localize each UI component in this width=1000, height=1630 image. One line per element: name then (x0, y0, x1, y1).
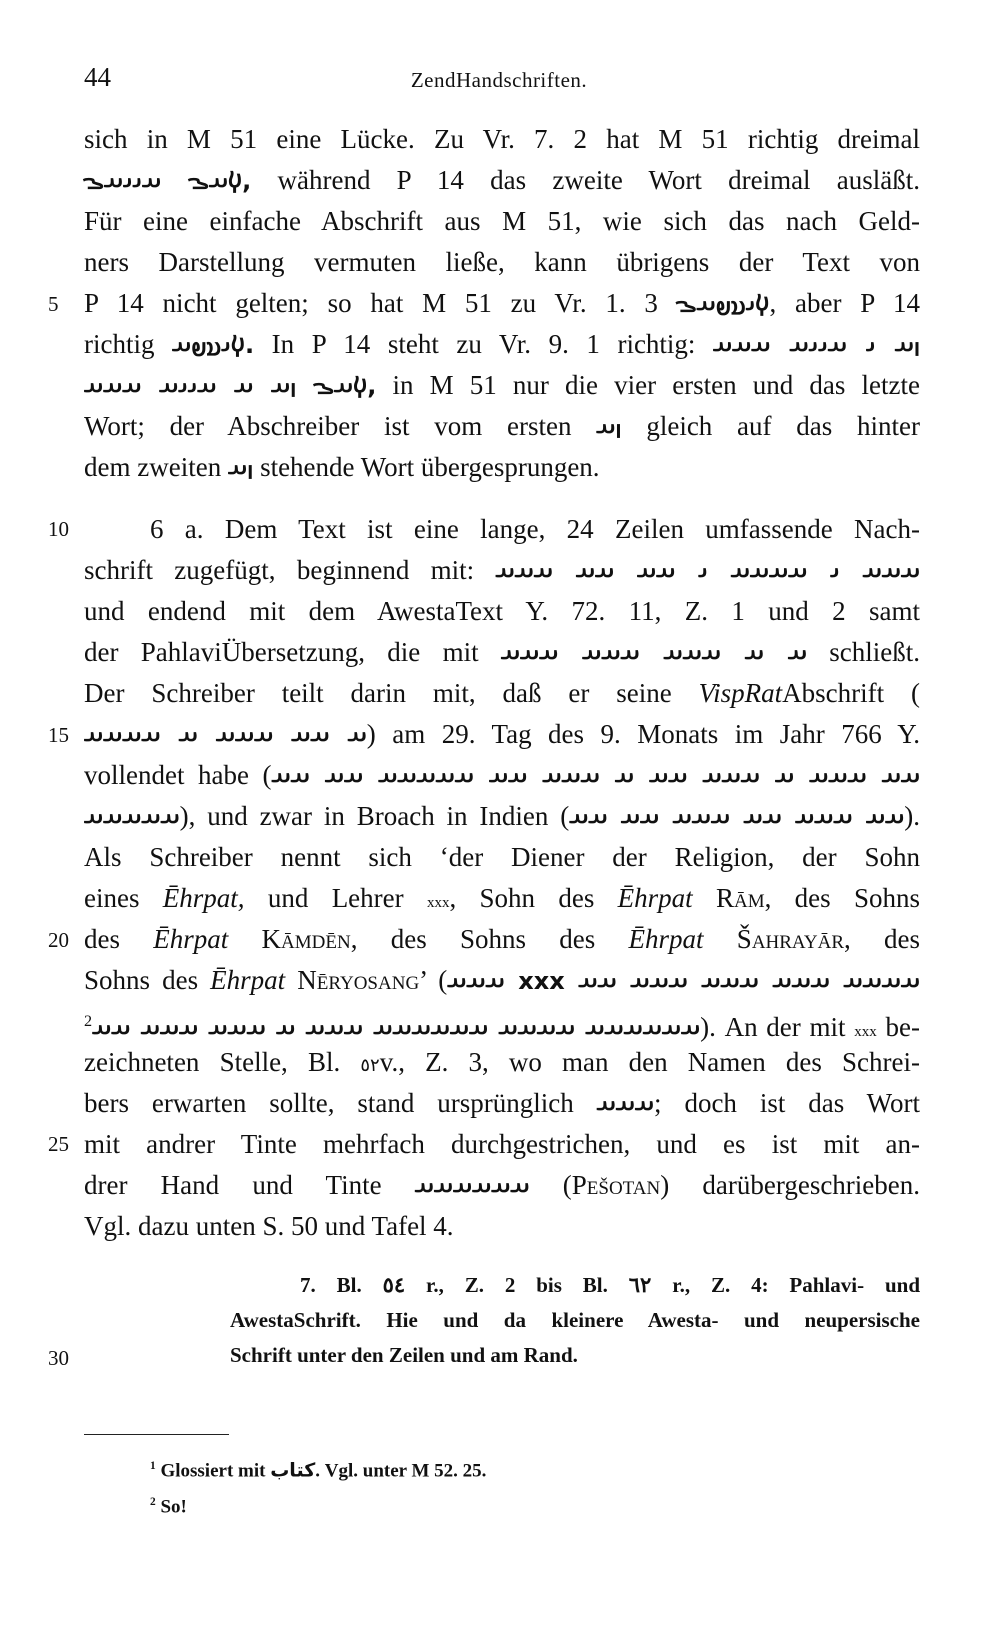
script-word: 𐬬𐬀𐬊 𐬥𐬀 𐬀 𐬀𐬌𐬌𐬀 𐬀𐬀𐬀, (84, 372, 377, 400)
script-word: 𐬀𐬀 𐬀𐬀𐬀 𐬀 𐬀𐬀𐬀 𐬀𐬀 𐬀 𐬀𐬀𐬀 𐬀𐬀 𐬀𐬀𐬀𐬀𐬀 𐬀𐬀 𐬀𐬀 (271, 762, 920, 790)
text-line: der PahlaviÜbersetzung, die mit 𐬀 𐬀 𐬀𐬀𐬀 𐬀𐬀𐬀 𐬀𐬀𐬀 schließt. (84, 637, 920, 667)
text-line: sich in M 51 eine Lücke. Zu Vr. 7. 2 hat M 51 richtig dreimal (84, 124, 920, 154)
script-word: 𐬀𐬀𐬀 𐬌 𐬀𐬀𐬀𐬀 𐬌 𐬀𐬀 𐬀𐬀 𐬀𐬀𐬀 (495, 557, 921, 585)
text-line: eines Ēhrpat, und Lehrer xxx, Sohn des Ēhrpat Rām, des Sohns (84, 883, 920, 913)
line-number-20: 20 (48, 928, 69, 952)
page-number: 44 (84, 62, 111, 92)
script-word: 𐬥𐬀 𐬌 𐬀𐬌𐬌𐬀 𐬀𐬀𐬀 (713, 331, 921, 359)
script-word: 𐬀𐬀𐬀 (596, 1090, 655, 1118)
line-number-10: 10 (48, 517, 69, 541)
text-line: Vgl. dazu unten S. 50 und Tafel 4. (84, 1211, 454, 1241)
text-line: dem zweiten 𐬥𐬀 stehende Wort übergesprungen. (84, 452, 600, 482)
text-line: zeichneten Stelle, Bl. ٥٢v., Z. 3, wo man den Namen des Schrei- (84, 1047, 921, 1077)
text-line: Als Schreiber nennt sich ‘der Diener der Religion, der Sohn (84, 842, 920, 872)
text-line: und endend mit dem AwestaText Y. 72. 11, Z. 1 und 2 samt (84, 596, 920, 626)
line-number-5: 5 (48, 292, 59, 316)
text-line: P 14 nicht gelten; so hat M 51 zu Vr. 1. 3 𐬬𐬌𐬯𐬞𐬀𐬊, aber P 14 (84, 288, 920, 318)
text-line: vollendet habe (𐬀𐬀 𐬀𐬀𐬀 𐬀 𐬀𐬀𐬀 𐬀𐬀 𐬀 𐬀𐬀𐬀 𐬀𐬀 𐬀𐬀𐬀𐬀𐬀 𐬀𐬀 𐬀𐬀 (84, 760, 920, 790)
script-word: 𐬬𐬌𐬯𐬞𐬀𐬊 (676, 290, 770, 318)
text-line: bers erwarten sollte, stand ursprünglich 𐬀𐬀𐬀; doch ist das Wort (84, 1088, 920, 1118)
footnote-rule (84, 1434, 229, 1435)
text-line: Sohns des Ēhrpat Nēryosang’ (𐬀𐬀𐬀 xxx 𐬀𐬀𐬀𐬀 𐬀𐬀𐬀 𐬀𐬀𐬀 𐬀𐬀𐬀 𐬀𐬀 (84, 965, 921, 995)
line-number-25: 25 (48, 1132, 69, 1156)
text-line: ners Darstellung vermuten ließe, kann übrigens der Text von (84, 247, 920, 277)
section-7-line: 7. Bl. ٥٤ r., Z. 2 bis Bl. ٦٢ r., Z. 4: Pahlavi- und (300, 1273, 920, 1297)
script-word: 𐬀𐬀𐬀𐬀𐬀𐬀 (414, 1172, 530, 1200)
text-line: Der Schreiber teilt darin mit, daß er seine VispRatAbschrift ( (84, 678, 921, 708)
script-word: 𐬥𐬀 (227, 454, 254, 482)
text-line: 6 a. Dem Text ist eine lange, 24 Zeilen umfassende Nach- (150, 514, 920, 544)
text-line: drer Hand und Tinte 𐬀𐬀𐬀𐬀𐬀𐬀 (Pešotan) darübergeschrieben. (84, 1170, 921, 1200)
text-line: 𐬬𐬀𐬊 𐬀𐬌𐬌𐬀𐬊, während P 14 das zweite Wort dreimal ausläßt. (84, 165, 921, 195)
line-number-15: 15 (48, 723, 69, 747)
text-line: Wort; der Abschreiber ist vom ersten 𐬥𐬀 gleich auf das hinter (84, 411, 920, 441)
script-word: 𐬀𐬀𐬀𐬀𐬀𐬀 𐬀𐬀𐬀𐬀 𐬀𐬀𐬀𐬀𐬀𐬀 𐬀𐬀𐬀 𐬀 𐬀𐬀𐬀 𐬀𐬀𐬀 𐬀𐬀 (92, 1014, 701, 1042)
text-line: schrift zugefügt, beginnend mit: 𐬀𐬀𐬀 𐬌 𐬀𐬀𐬀𐬀 𐬌 𐬀𐬀 𐬀𐬀 𐬀𐬀𐬀 (84, 555, 921, 585)
text-line: $^2$𐬀𐬀𐬀𐬀𐬀𐬀 𐬀𐬀𐬀𐬀 𐬀𐬀𐬀𐬀𐬀𐬀 𐬀𐬀𐬀 𐬀 𐬀𐬀𐬀 𐬀𐬀𐬀 𐬀𐬀). An der mit xxx be- (84, 1012, 921, 1042)
section-7-line: AwestaSchrift. Hie und da kleinere Awesta- und neupersische (230, 1308, 920, 1332)
script-word: 𐬀𐬀𐬀𐬀𐬀 (84, 803, 180, 831)
script-word: 𐬀𐬀 𐬀𐬀𐬀 𐬀𐬀 𐬀𐬀𐬀 𐬀𐬀 𐬀𐬀 (569, 803, 905, 831)
script-word: 𐬬𐬌𐬯𐬞𐬀. (172, 331, 255, 359)
text-line: mit andrer Tinte mehrfach durchgestrichen, und es ist mit an- (84, 1129, 920, 1159)
footnote-1: $^1$ Glossiert mit کتاب. Vgl. unter M 52. 25. (150, 1459, 487, 1482)
script-word: 𐬀 𐬀 𐬀𐬀𐬀 𐬀𐬀𐬀 𐬀𐬀𐬀 (500, 639, 807, 667)
script-word: 𐬬𐬀𐬊 𐬀𐬌𐬌𐬀𐬊, (84, 167, 252, 195)
page-header (84, 62, 914, 102)
script-word: 𐬥𐬀 (596, 413, 622, 441)
line-number-30: 30 (48, 1346, 69, 1370)
text-line: 𐬀 𐬀𐬀 𐬀𐬀𐬀 𐬀 𐬀𐬀𐬀𐬀) am 29. Tag des 9. Monats im Jahr 766 Y. (84, 719, 920, 749)
text-line: des Ēhrpat Kāmdēn, des Sohns des Ēhrpat Šahrayār, des (84, 924, 921, 954)
script-word: 𐬀𐬀𐬀 xxx 𐬀𐬀𐬀𐬀 𐬀𐬀𐬀 𐬀𐬀𐬀 𐬀𐬀𐬀 𐬀𐬀 (447, 967, 921, 995)
running-title: ZendHandschriften. (410, 68, 588, 92)
footnote-2: $^2$ So! (150, 1496, 187, 1518)
text-line: Für eine einfache Abschrift aus M 51, wie sich das nach Geld- (84, 206, 920, 236)
script-word: 𐬀 𐬀𐬀 𐬀𐬀𐬀 𐬀 𐬀𐬀𐬀𐬀 (84, 721, 367, 749)
text-line: 𐬀𐬀𐬀𐬀𐬀), und zwar in Broach in Indien (𐬀𐬀 𐬀𐬀𐬀 𐬀𐬀 𐬀𐬀𐬀 𐬀𐬀 𐬀𐬀). (84, 801, 920, 831)
section-7-line: Schrift unter den Zeilen und am Rand. (230, 1343, 578, 1367)
text-line: 𐬬𐬀𐬊 𐬥𐬀 𐬀 𐬀𐬌𐬌𐬀 𐬀𐬀𐬀, in M 51 nur die vier ersten und das letzte (84, 370, 920, 400)
text-line: richtig 𐬬𐬌𐬯𐬞𐬀. In P 14 steht zu Vr. 9. 1 richtig: 𐬥𐬀 𐬌 𐬀𐬌𐬌𐬀 𐬀𐬀𐬀 (84, 329, 921, 359)
